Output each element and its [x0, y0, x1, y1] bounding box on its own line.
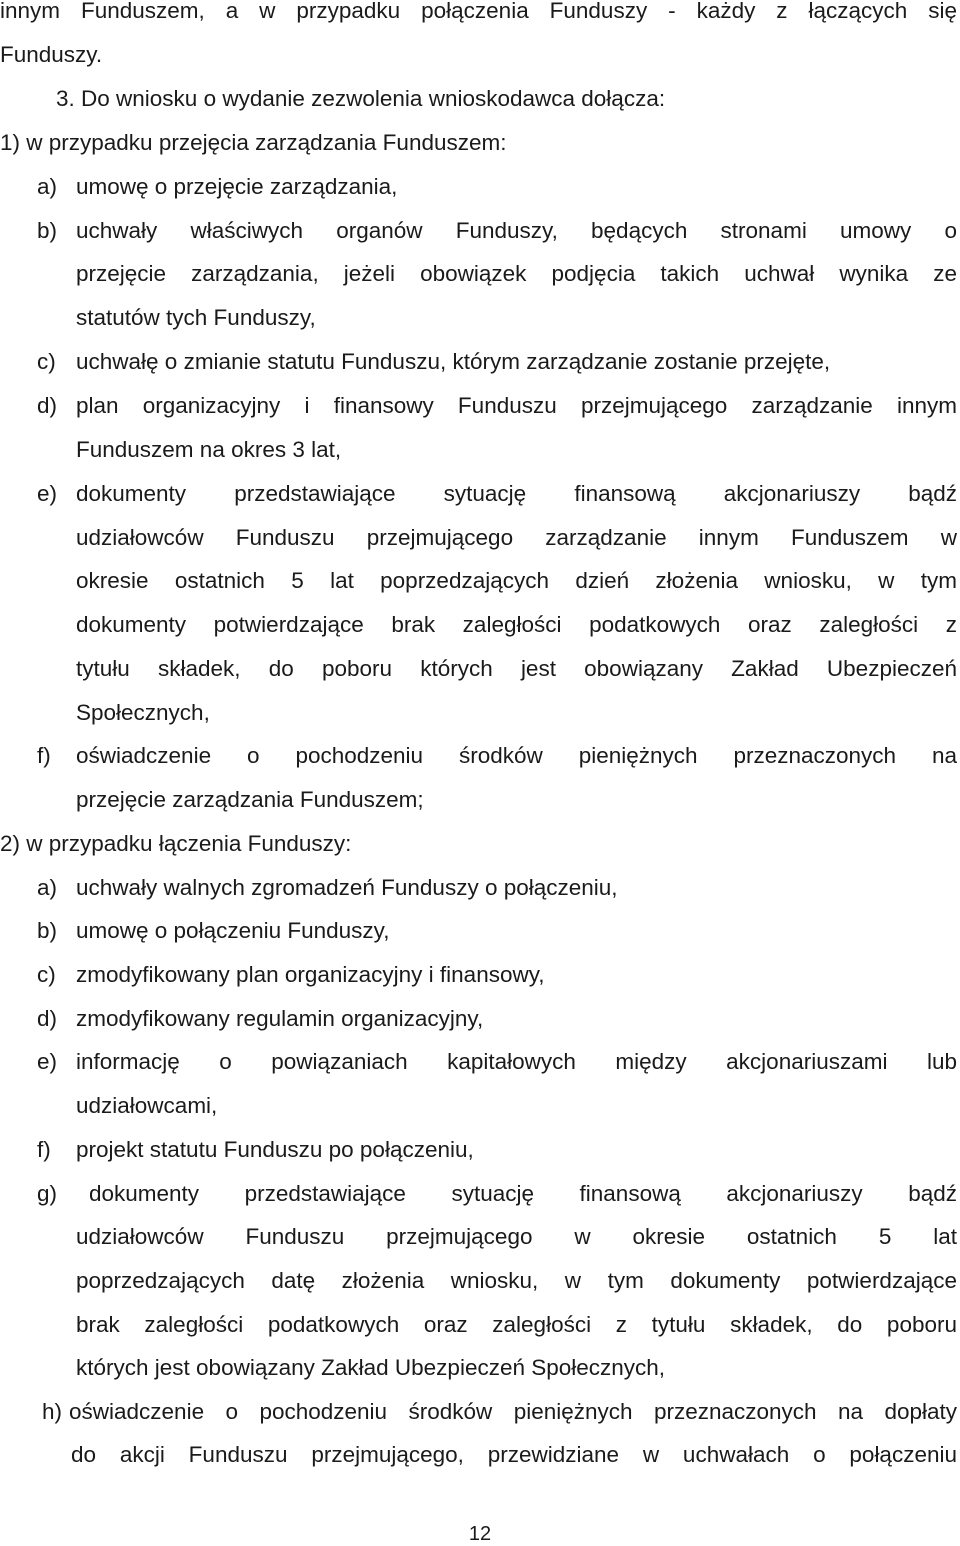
subsection-heading: 2) w przypadku łączenia Funduszy: [0, 831, 352, 856]
list-item-text: poprzedzających datę złożenia wniosku, w tym dokumenty potwierdzające [76, 1268, 957, 1293]
list-item-text: uchwałę o zmianie statutu Funduszu, którym zarządzanie zostanie przejęte, [76, 349, 831, 374]
list-item-label: a) [37, 875, 58, 900]
list-item-text: przejęcie zarządzania, jeżeli obowiązek podjęcia takich uchwał wynika ze [76, 261, 957, 286]
list-item-text: dokumenty przedstawiające sytuację finansową akcjonariuszy bądź [76, 481, 957, 506]
list-item-text: brak zaległości podatkowych oraz zaległości z tytułu składek, do poboru [76, 1312, 957, 1337]
list-item-label: e) [37, 481, 58, 506]
list-item-text: tytułu składek, do poboru których jest obowiązany Zakład Ubezpieczeń [76, 656, 957, 681]
list-item-label: d) [37, 393, 58, 418]
list-item-text: statutów tych Funduszy, [76, 305, 316, 330]
list-item-text: zmodyfikowany plan organizacyjny i finansowy, [76, 962, 545, 987]
list-item-label: d) [37, 1006, 58, 1031]
list-item-text: informację o powiązaniach kapitałowych między akcjonariuszami lub [76, 1049, 957, 1074]
list-item-label: f) [37, 1137, 51, 1162]
list-item-text: umowę o przejęcie zarządzania, [76, 174, 398, 199]
list-item-text: udziałowców Funduszu przejmującego w okresie ostatnich 5 lat [76, 1224, 957, 1249]
list-item-label: b) [37, 918, 58, 943]
list-item-text: przejęcie zarządzania Funduszem; [76, 787, 424, 812]
list-item-label: f) [37, 743, 51, 768]
list-item-label: g) [37, 1181, 58, 1206]
list-item-label: a) [37, 174, 58, 199]
list-item-text: do akcji Funduszu przejmującego, przewidziane w uchwałach o połączeniu [71, 1442, 957, 1467]
list-item-label: e) [37, 1049, 58, 1074]
paragraph-line: innym Funduszem, a w przypadku połączenia Funduszy - każdy z łączących się [0, 0, 957, 23]
paragraph-line: Funduszy. [0, 42, 103, 67]
list-item-label: c) [37, 349, 56, 374]
list-item-label: c) [37, 962, 56, 987]
subsection-heading: 1) w przypadku przejęcia zarządzania Funduszem: [0, 130, 507, 155]
list-item-text: okresie ostatnich 5 lat poprzedzających dzień złożenia wniosku, w tym [76, 568, 957, 593]
list-item-text: dokumenty przedstawiające sytuację finansową akcjonariuszy bądź [89, 1181, 957, 1206]
list-item-text: dokumenty potwierdzające brak zaległości podatkowych oraz zaległości z [76, 612, 957, 637]
list-item-text: oświadczenie o pochodzeniu środków pieniężnych przeznaczonych na dopłaty [69, 1399, 957, 1424]
section-heading: 3. Do wniosku o wydanie zezwolenia wnioskodawca dołącza: [56, 86, 666, 111]
list-item-text: uchwały walnych zgromadzeń Funduszy o połączeniu, [76, 875, 618, 900]
list-item-text: uchwały właściwych organów Funduszy, będących stronami umowy o [76, 218, 957, 243]
list-item-text: których jest obowiązany Zakład Ubezpieczeń Społecznych, [76, 1355, 666, 1380]
list-item-text: udziałowcami, [76, 1093, 218, 1118]
list-item-label: h) [42, 1399, 63, 1424]
list-item-text: projekt statutu Funduszu po połączeniu, [76, 1137, 474, 1162]
page-number: 12 [468, 1523, 492, 1545]
list-item-text: umowę o połączeniu Funduszy, [76, 918, 390, 943]
list-item-text: udziałowców Funduszu przejmującego zarządzanie innym Funduszem w [76, 525, 957, 550]
list-item-label: b) [37, 218, 58, 243]
list-item-text: Społecznych, [76, 700, 210, 725]
list-item-text: plan organizacyjny i finansowy Funduszu przejmującego zarządzanie innym [76, 393, 957, 418]
list-item-text: zmodyfikowany regulamin organizacyjny, [76, 1006, 484, 1031]
list-item-text: oświadczenie o pochodzeniu środków pieniężnych przeznaczonych na [76, 743, 957, 768]
list-item-text: Funduszem na okres 3 lat, [76, 437, 342, 462]
